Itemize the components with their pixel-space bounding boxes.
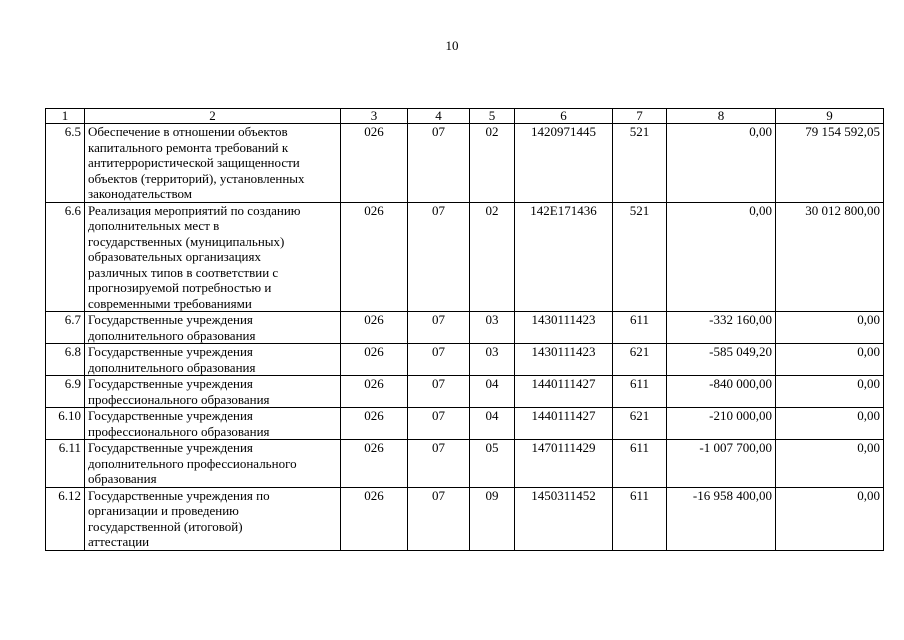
item-name-line: организации и проведению xyxy=(88,503,239,518)
target-article-code: 1450311452 xyxy=(515,487,613,550)
column-header: 2 xyxy=(85,109,341,124)
item-name-line: государственной (итоговой) xyxy=(88,518,243,534)
column-header: 6 xyxy=(515,109,613,124)
amount-change: -585 049,20 xyxy=(667,344,776,376)
amount-total: 79 154 592,05 xyxy=(776,124,884,203)
item-name xyxy=(85,124,341,203)
item-name-line: Государственные учреждения xyxy=(88,408,253,423)
ministry-code: 026 xyxy=(341,124,408,203)
table-row xyxy=(46,376,884,408)
table-row xyxy=(46,312,884,344)
section-code: 07 xyxy=(408,487,470,550)
row-number: 6.5 xyxy=(46,124,85,203)
table-row xyxy=(46,124,884,203)
section-code: 07 xyxy=(408,312,470,344)
ministry-code: 026 xyxy=(341,312,408,344)
amount-total: 0,00 xyxy=(776,408,884,440)
ministry-code: 026 xyxy=(341,440,408,488)
section-code: 07 xyxy=(408,344,470,376)
section-code: 07 xyxy=(408,202,470,312)
item-name-line: профессионального образования xyxy=(88,423,270,439)
item-name-line: образования xyxy=(88,471,157,486)
column-header: 3 xyxy=(341,109,408,124)
item-name-line: образовательных организациях xyxy=(88,249,261,264)
item-name xyxy=(85,202,341,312)
item-name-line: прогнозируемой потребностью и xyxy=(88,280,272,295)
table-row xyxy=(46,202,884,312)
item-name xyxy=(85,487,341,550)
item-name-line: различных типов в соответствии с xyxy=(88,264,279,280)
ministry-code: 026 xyxy=(341,408,408,440)
item-name-line: Государственные учреждения xyxy=(88,312,253,327)
subsection-code: 03 xyxy=(470,312,515,344)
item-name-line: Реализация мероприятий по созданию xyxy=(88,202,301,218)
column-number-row xyxy=(46,109,884,124)
page-number: 10 xyxy=(445,38,459,53)
item-name-line: современными требованиями xyxy=(88,295,252,311)
row-number: 6.12 xyxy=(46,487,85,550)
target-article-code: 142E171436 xyxy=(515,202,613,312)
item-name-line: объектов (территорий), установленных xyxy=(88,170,305,186)
item-name-line: Обеспечение в отношении объектов xyxy=(88,124,288,139)
item-name-line: Государственные учреждения xyxy=(88,344,253,359)
expense-type-code: 521 xyxy=(613,202,667,312)
item-name xyxy=(85,408,341,440)
section-code: 07 xyxy=(408,376,470,408)
item-name-line: дополнительного образования xyxy=(88,359,256,375)
amount-total: 0,00 xyxy=(776,312,884,344)
section-code: 07 xyxy=(408,124,470,203)
amount-total: 0,00 xyxy=(776,440,884,488)
item-name-line: государственных (муниципальных) xyxy=(88,233,285,249)
row-number: 6.10 xyxy=(46,408,85,440)
expense-type-code: 611 xyxy=(613,312,667,344)
column-header: 5 xyxy=(470,109,515,124)
subsection-code: 03 xyxy=(470,344,515,376)
ministry-code: 026 xyxy=(341,376,408,408)
subsection-code: 04 xyxy=(470,408,515,440)
expense-type-code: 611 xyxy=(613,440,667,488)
section-code: 07 xyxy=(408,440,470,488)
section-code: 07 xyxy=(408,408,470,440)
item-name xyxy=(85,440,341,488)
amount-change: 0,00 xyxy=(667,202,776,312)
target-article-code: 1470111429 xyxy=(515,440,613,488)
column-header: 7 xyxy=(613,109,667,124)
subsection-code: 04 xyxy=(470,376,515,408)
target-article-code: 1430111423 xyxy=(515,312,613,344)
target-article-code: 1440111427 xyxy=(515,376,613,408)
column-header: 9 xyxy=(776,109,884,124)
row-number: 6.9 xyxy=(46,376,85,408)
amount-total: 0,00 xyxy=(776,487,884,550)
item-name-line: Государственные учреждения xyxy=(88,376,253,391)
expense-type-code: 611 xyxy=(613,376,667,408)
amount-total: 30 012 800,00 xyxy=(776,202,884,312)
table-row xyxy=(46,344,884,376)
table-row xyxy=(46,408,884,440)
item-name-line: капитального ремонта требований к xyxy=(88,139,289,155)
item-name-line: законодательством xyxy=(88,186,193,201)
table-row xyxy=(46,487,884,550)
ministry-code: 026 xyxy=(341,202,408,312)
target-article-code: 1420971445 xyxy=(515,124,613,203)
item-name xyxy=(85,376,341,408)
amount-change: -1 007 700,00 xyxy=(667,440,776,488)
amount-change: -16 958 400,00 xyxy=(667,487,776,550)
ministry-code: 026 xyxy=(341,344,408,376)
expense-type-code: 621 xyxy=(613,408,667,440)
item-name-line: Государственные учреждения xyxy=(88,440,253,455)
item-name xyxy=(85,312,341,344)
expense-type-code: 621 xyxy=(613,344,667,376)
expense-type-code: 611 xyxy=(613,487,667,550)
item-name-line: профессионального образования xyxy=(88,391,270,407)
item-name-line: дополнительных мест в xyxy=(88,218,220,233)
target-article-code: 1430111423 xyxy=(515,344,613,376)
subsection-code: 02 xyxy=(470,202,515,312)
amount-change: -840 000,00 xyxy=(667,376,776,408)
amount-change: -332 160,00 xyxy=(667,312,776,344)
row-number: 6.6 xyxy=(46,202,85,312)
amount-total: 0,00 xyxy=(776,344,884,376)
column-header: 4 xyxy=(408,109,470,124)
amount-change: 0,00 xyxy=(667,124,776,203)
column-header: 8 xyxy=(667,109,776,124)
subsection-code: 02 xyxy=(470,124,515,203)
ministry-code: 026 xyxy=(341,487,408,550)
item-name xyxy=(85,344,341,376)
item-name-line: дополнительного профессионального xyxy=(88,455,297,471)
row-number: 6.11 xyxy=(46,440,85,488)
column-header: 1 xyxy=(46,109,85,124)
subsection-code: 09 xyxy=(470,487,515,550)
item-name-line: антитеррористической защищенности xyxy=(88,155,300,170)
target-article-code: 1440111427 xyxy=(515,408,613,440)
item-name-line: Государственные учреждения по xyxy=(88,487,270,503)
item-name-line: аттестации xyxy=(88,534,150,549)
amount-total: 0,00 xyxy=(776,376,884,408)
item-name-line: дополнительного образования xyxy=(88,327,256,343)
expense-type-code: 521 xyxy=(613,124,667,203)
subsection-code: 05 xyxy=(470,440,515,488)
budget-table xyxy=(45,108,884,551)
row-number: 6.8 xyxy=(46,344,85,376)
table-row xyxy=(46,440,884,488)
row-number: 6.7 xyxy=(46,312,85,344)
amount-change: -210 000,00 xyxy=(667,408,776,440)
